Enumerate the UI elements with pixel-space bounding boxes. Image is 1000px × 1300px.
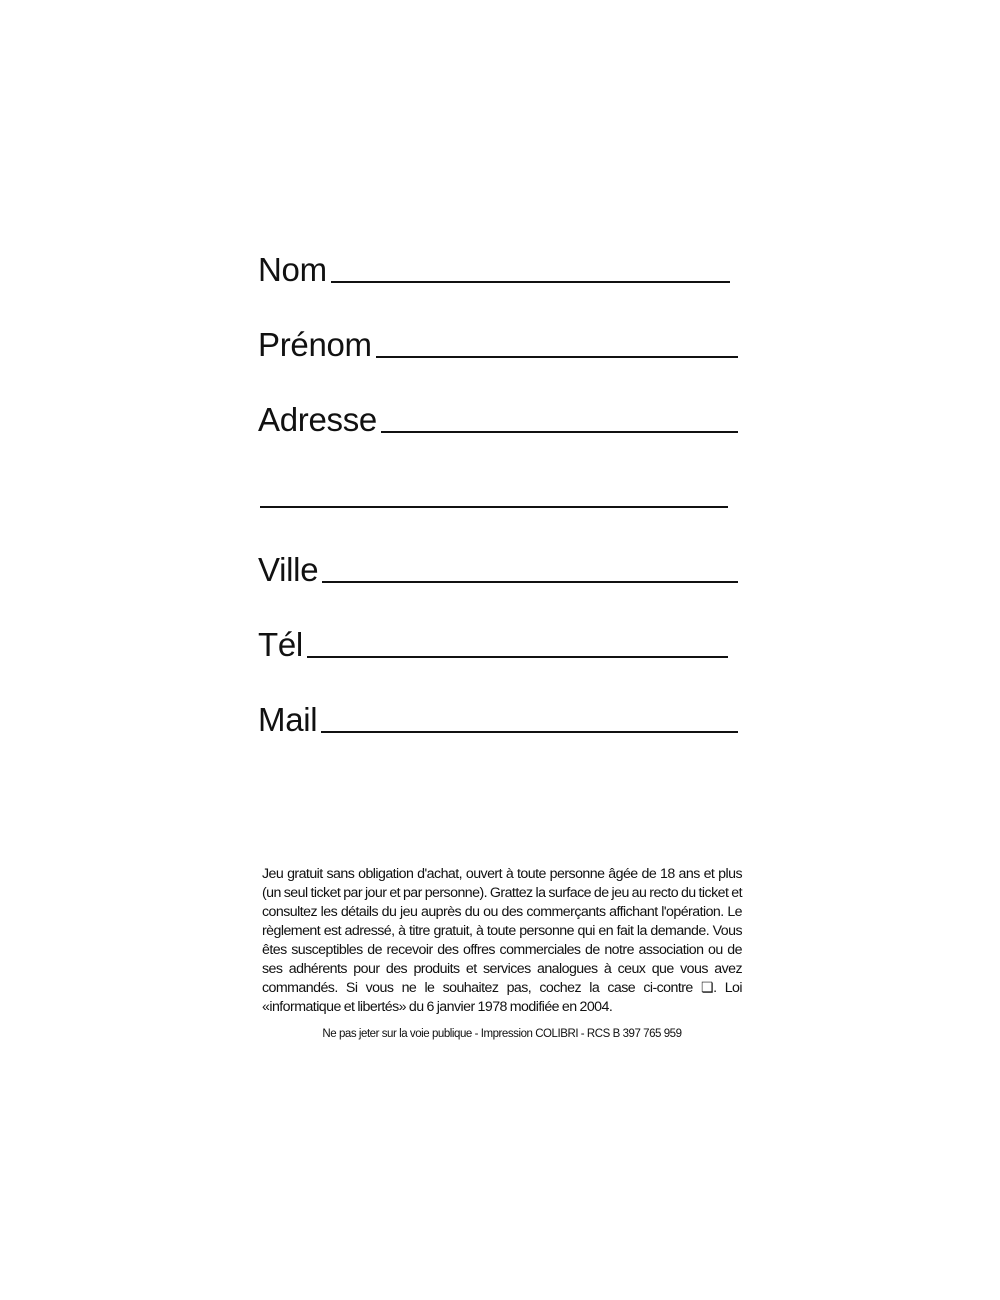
ville-field[interactable] <box>258 548 738 588</box>
nom-write-line[interactable] <box>331 281 730 283</box>
mail-field[interactable] <box>258 698 738 738</box>
tel-field[interactable] <box>258 623 738 663</box>
adresse-continued-write-line[interactable] <box>260 506 728 508</box>
prenom-write-line[interactable] <box>376 356 738 358</box>
mail-write-line[interactable] <box>321 731 738 733</box>
legal-disclaimer: Jeu gratuit sans obligation d'achat, ouvert à toute personne âgée de 18 ans et plus (un seul ticket par jour et par personne). Grattez la surface de jeu au recto du ticket et consultez les détails du jeu auprès du ou des commerçants affichant l'opération. Le règlement est adressé, à titre gratuit, à toute personne qui en fait la demande. Vous êtes susceptibles de recevoir des offres commerciales de notre association ou de ses adhérents pour des produits et services analogues à ceux que vous avez commandés. Si vous ne le souhaitez pas, cochez la case ci-contre ❏. Loi «informatique et libertés» du 6 janvier 1978 modifiée en 2004. <box>262 866 742 1016</box>
print-footer: Ne pas jeter sur la voie publique - Impression COLIBRI - RCS B 397 765 959 <box>322 1028 682 1040</box>
adresse-write-line[interactable] <box>381 431 738 433</box>
contact-form <box>258 248 738 773</box>
tel-write-line[interactable] <box>307 656 728 658</box>
adresse-continued-field[interactable] <box>258 473 738 513</box>
ville-label: Ville <box>258 551 319 588</box>
nom-label: Nom <box>258 251 327 288</box>
nom-field[interactable] <box>258 248 738 288</box>
prenom-label: Prénom <box>258 326 372 363</box>
prenom-field[interactable] <box>258 323 738 363</box>
tel-label: Tél <box>258 626 303 663</box>
mail-label: Mail <box>258 701 318 738</box>
adresse-label: Adresse <box>258 401 377 438</box>
ville-write-line[interactable] <box>322 581 738 583</box>
adresse-field[interactable] <box>258 398 738 438</box>
